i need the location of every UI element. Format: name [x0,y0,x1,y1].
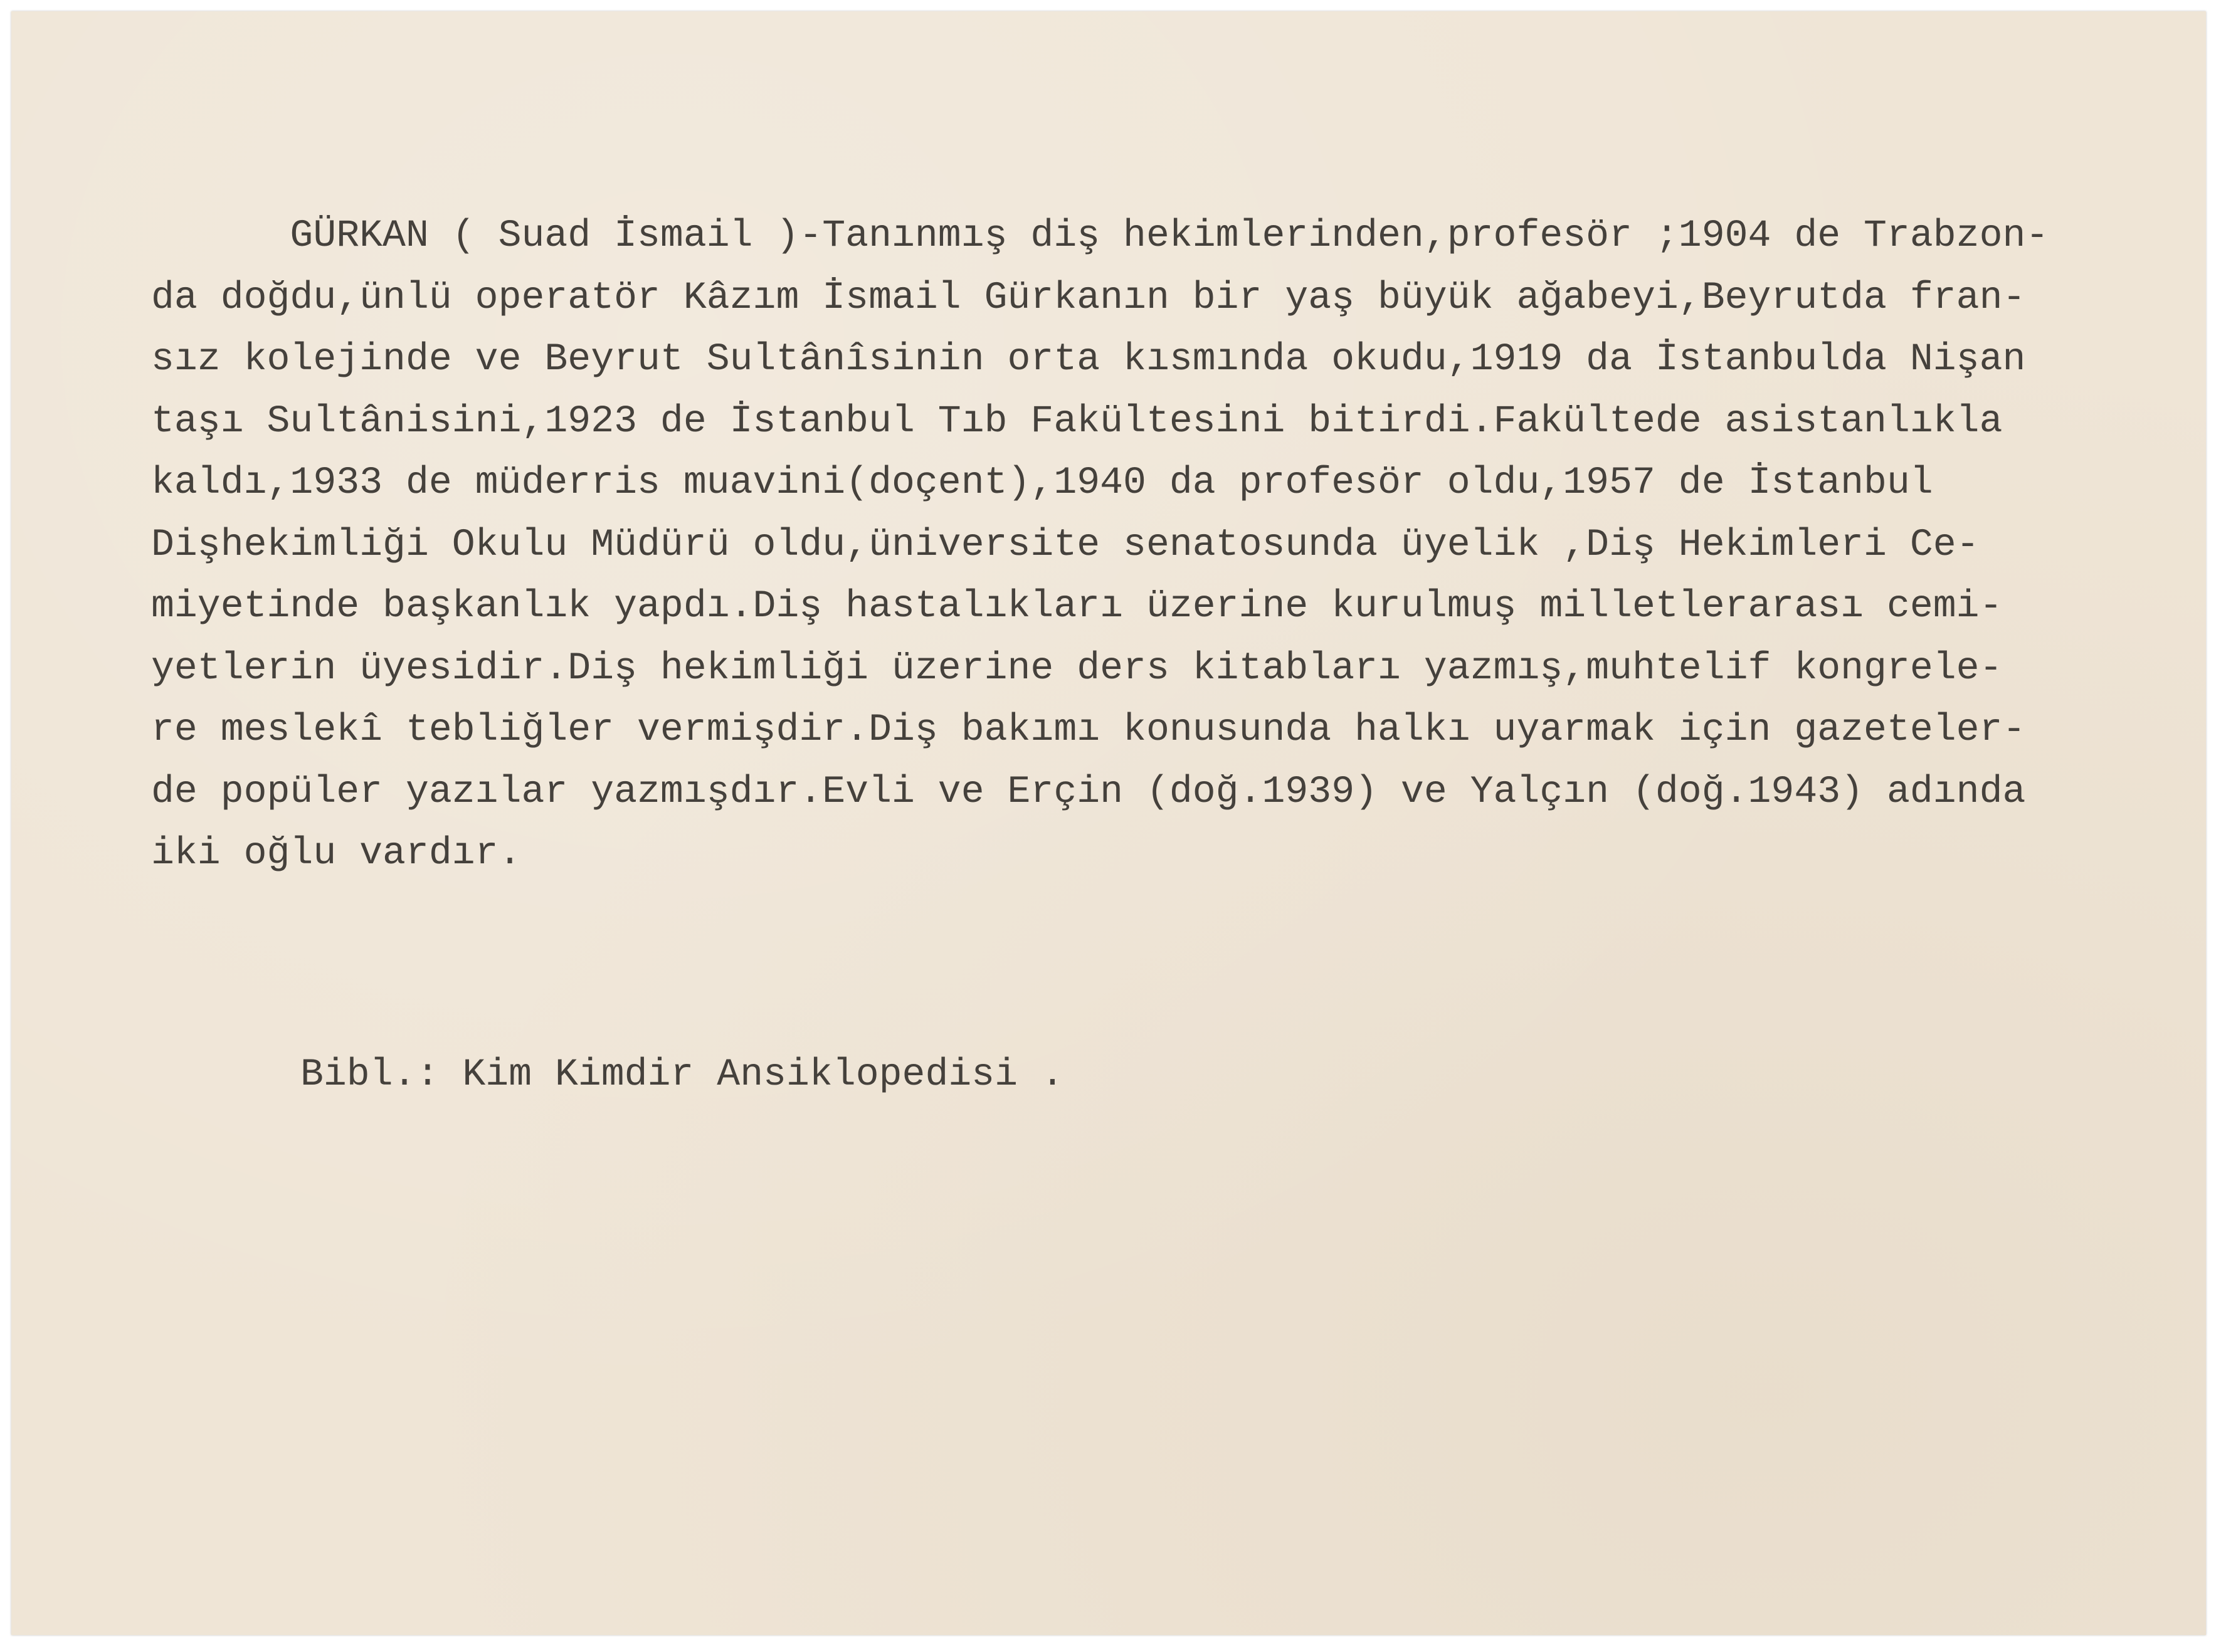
bibliography-label: Bibl.: [300,1053,440,1097]
entry-line-10: de popüler yazılar yazmışdır.Evli ve Erçin (doğ.1939) ve Yalçın (doğ.1943) adında [151,770,2026,814]
entry-line-2: da doğdu,ünlü operatör Kâzım İsmail Gürkanın bir yaş büyük ağabeyi,Beyrutda fran- [151,276,2026,320]
entry-line-3: sız kolejinde ve Beyrut Sultânîsinin orta kısmında okudu,1919 da İstanbulda Nişan [151,338,2026,381]
biography-entry [151,206,2206,885]
entry-line-7: miyetinde başkanlık yapdı.Diş hastalıkları üzerine kurulmuş milletlerarası cemi- [151,585,2003,628]
bibliography-line [300,1044,1064,1107]
typed-card [11,11,2206,1635]
entry-line-9: re meslekî tebliğler vermişdir.Diş bakımı konusunda halkı uyarmak için gazeteler- [151,708,2026,752]
bibliography-source: Kim Kimdir Ansiklopedisi . [462,1053,1064,1097]
entry-line-6: Dişhekimliği Okulu Müdürü oldu,üniversite senatosunda üyelik ,Diş Hekimleri Ce- [151,523,1980,567]
entry-line-1: GÜRKAN ( Suad İsmail )-Tanınmış diş hekimlerinden,profesör ;1904 de Trabzon- [151,214,2049,258]
entry-line-11: iki oğlu vardır. [151,832,522,875]
entry-line-5: kaldı,1933 de müderris muavini(doçent),1940 da profesör oldu,1957 de İstanbul [151,461,1933,505]
entry-line-8: yetlerin üyesidir.Diş hekimliği üzerine ders kitabları yazmış,muhtelif kongrele- [151,646,2003,690]
entry-line-4: taşı Sultânisini,1923 de İstanbul Tıb Fakültesini bitirdi.Fakültede asistanlıkla [151,399,2003,443]
